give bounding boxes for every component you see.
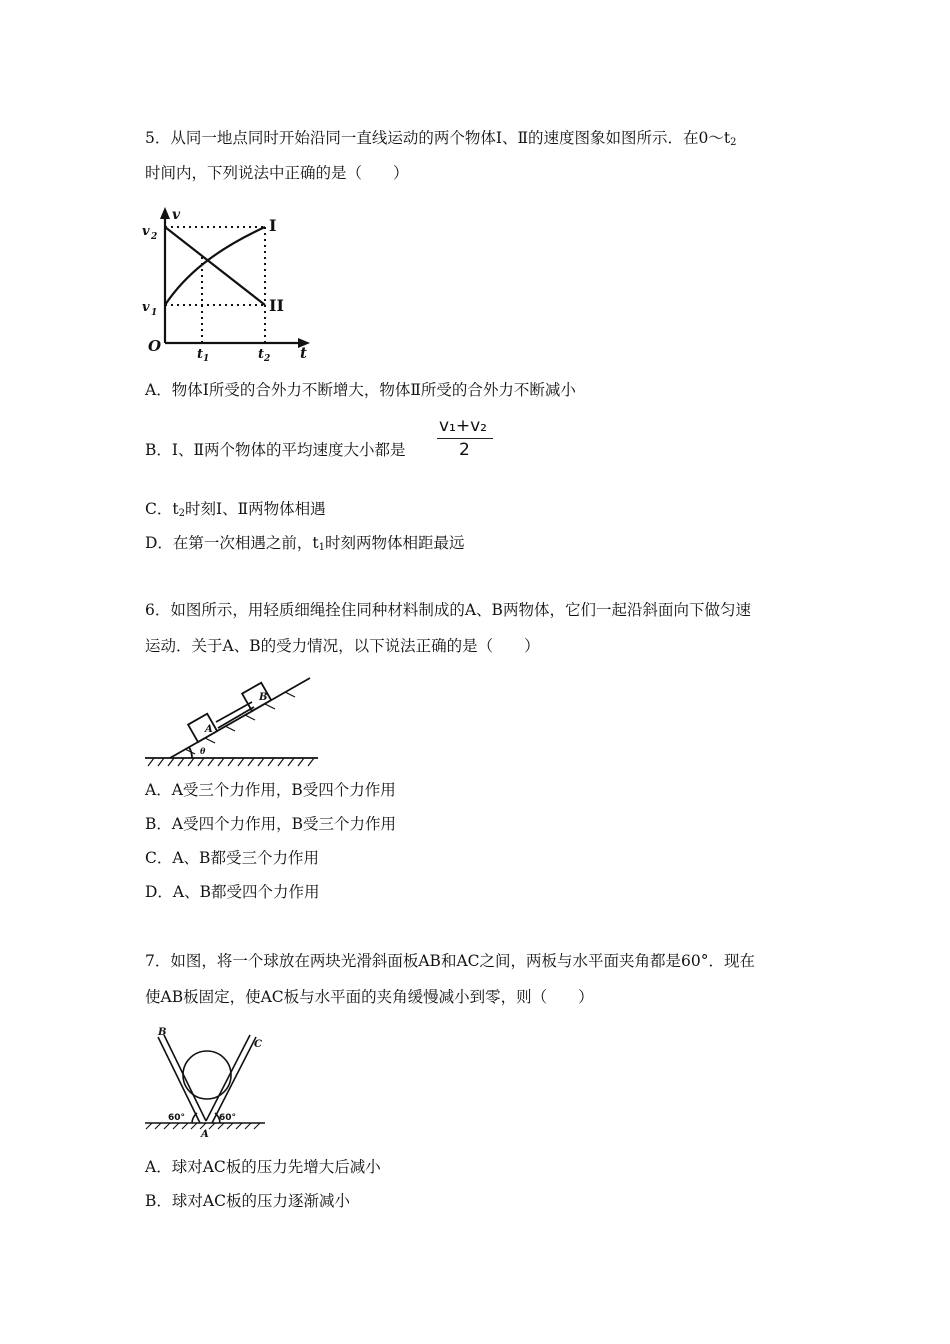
q5-stem-line-2: 时间内，下列说法中正确的是（ ）: [145, 164, 409, 182]
label-v2-sub: 2: [151, 232, 158, 242]
label-angle-right: 60°: [219, 1113, 237, 1123]
fraction-denominator: 2: [459, 440, 470, 460]
q5-stem-sub: 2: [730, 137, 737, 148]
label-t: t: [300, 344, 307, 362]
q5-option-b-fraction: [437, 416, 495, 464]
v-axis-arrow: [160, 207, 170, 219]
q5-option-c-pre: C．t: [145, 500, 179, 518]
q7-ball-between-boards-figure: [140, 1025, 270, 1140]
label-block-A: A: [205, 724, 213, 735]
q5-stem-text: 5．从同一地点同时开始沿同一直线运动的两个物体Ⅰ、Ⅱ的速度图象如图所示．在0～t: [145, 129, 731, 147]
label-block-B: B: [259, 692, 268, 703]
q6-option-c: C．A、B都受三个力作用: [145, 849, 319, 867]
label-v1-sub: 1: [151, 308, 158, 318]
label-B: B: [158, 1027, 167, 1038]
q5-velocity-time-graph: [140, 205, 320, 365]
q5-option-c: [145, 499, 326, 524]
label-t1: t: [197, 347, 204, 362]
q5-option-c-sub: 2: [178, 508, 185, 519]
label-origin: O: [148, 337, 162, 355]
label-line-II: II: [269, 296, 284, 315]
label-t2: t: [258, 347, 265, 362]
label-t2-sub: 2: [264, 354, 271, 364]
ground-hatching: [148, 758, 314, 766]
label-C: C: [254, 1039, 262, 1050]
q6-option-d: D．A、B都受四个力作用: [145, 883, 320, 901]
q6-incline-figure: [140, 670, 320, 770]
board-AB: [158, 1035, 206, 1123]
q5-stem-line-1: [145, 128, 737, 153]
q6-option-b: B．A受四个力作用，B受三个力作用: [145, 815, 396, 833]
label-v1-base: v: [142, 300, 150, 315]
q7-option-a: A．球对AC板的压力先增大后减小: [145, 1158, 381, 1176]
q5-option-d: [145, 533, 465, 558]
label-v1: [142, 300, 150, 315]
label-v2: [142, 224, 150, 239]
q6-stem-line-2: 运动．关于A、B的受力情况，以下说法正确的是（ ）: [145, 637, 540, 655]
label-A: A: [201, 1129, 209, 1140]
ball: [183, 1051, 231, 1099]
angle-arc-left: [192, 1113, 197, 1123]
fraction-numerator: v₁+v₂: [439, 416, 487, 436]
label-v: v: [172, 207, 181, 223]
q7-option-b: B．球对AC板的压力逐渐减小: [145, 1192, 350, 1210]
q5-option-d-sub: 1: [318, 542, 326, 553]
q6-option-a: A．A受三个力作用，B受四个力作用: [145, 781, 396, 799]
incline-line: [170, 678, 310, 758]
theta-arc: [189, 747, 192, 758]
line-II: [165, 227, 265, 305]
q5-option-a: A．物体Ⅰ所受的合外力不断增大，物体Ⅱ所受的合外力不断减小: [145, 381, 576, 399]
label-theta: θ: [200, 746, 206, 756]
q5-option-b: B．Ⅰ、Ⅱ两个物体的平均速度大小都是: [145, 441, 406, 459]
label-v2-base: v: [142, 224, 150, 239]
label-t1-sub: 1: [203, 354, 210, 364]
label-curve-I: I: [269, 216, 277, 235]
q5-option-c-post: 时刻Ⅰ、Ⅱ两物体相遇: [184, 500, 326, 518]
label-angle-left: 60°: [168, 1113, 186, 1123]
q5-option-d-post: 时刻两物体相距最远: [325, 534, 465, 552]
q7-stem-line-2: 使AB板固定，使AC板与水平面的夹角缓慢减小到零，则（ ）: [145, 988, 594, 1006]
fraction-bar: [437, 438, 493, 439]
q7-stem-line-1: 7．如图，将一个球放在两块光滑斜面板AB和AC之间，两板与水平面夹角都是60°．现在: [145, 952, 755, 970]
q6-stem-line-1: 6．如图所示，用轻质细绳拴住同种材料制成的A、B两物体，它们一起沿斜面向下做匀速: [145, 601, 751, 619]
q5-option-d-pre: D．在第一次相遇之前，t: [145, 534, 319, 552]
